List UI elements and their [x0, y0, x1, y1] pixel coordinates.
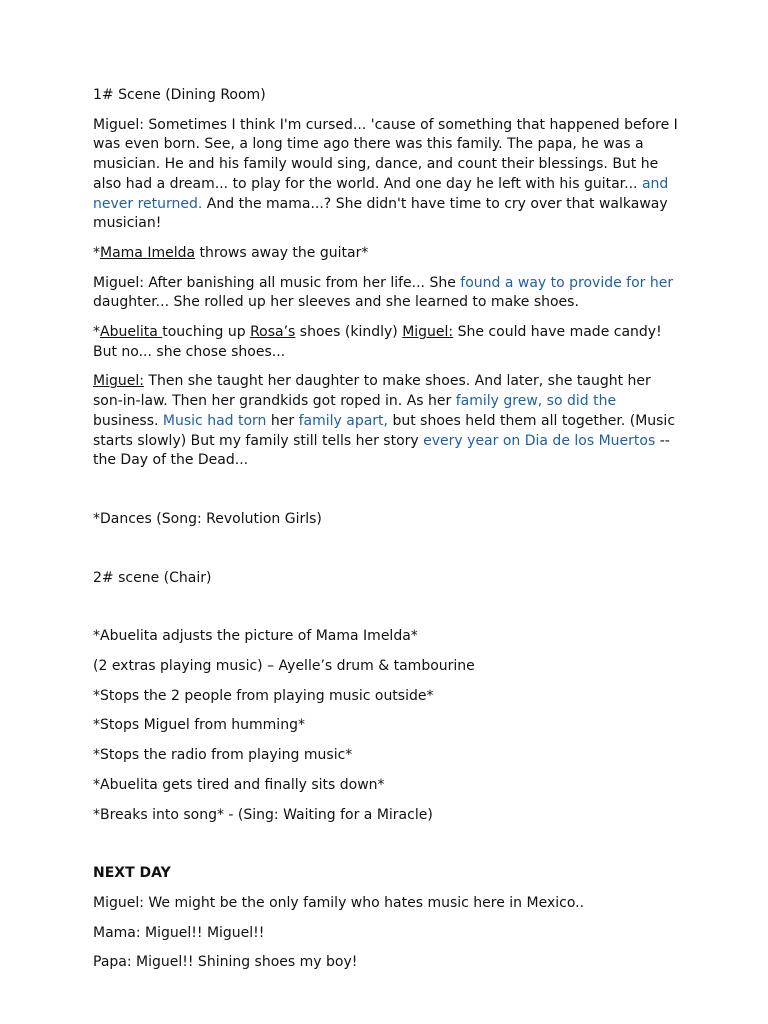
highlighted-text: Music had torn	[162, 412, 267, 429]
miguel-monologue-2	[93, 274, 678, 313]
monologue-3-text: business.	[93, 412, 163, 429]
highlighted-text: family apart,	[298, 412, 388, 429]
monologue-3-text: her	[266, 412, 299, 429]
monologue-3-text-end: -- the Day of the Dead...	[93, 432, 670, 469]
monologue-1-text: Miguel: Sometimes I think I'm cursed... 'cause of something that happened before I was even born. See, a long time ago there was this family. The papa, he was a musician. He and his family would sing, dance, and count their blessings. But he also had a dream... to play for the world. And one day he left with his guitar...	[93, 116, 678, 192]
miguel-monologue-1	[93, 116, 678, 234]
dances-direction: *Dances (Song: Revolution Girls)	[93, 510, 322, 527]
miguel-monologue-3	[93, 372, 678, 471]
highlighted-text: and never returned.	[93, 175, 669, 212]
character-name-abuelita: Abuelita	[100, 324, 163, 341]
scene2-line: *Abuelita gets tired and finally sits down*	[93, 776, 385, 793]
character-name-mama-imelda: Mama Imelda	[100, 244, 196, 261]
dialogue-line: Miguel: We might be the only family who hates music here in Mexico..	[93, 894, 585, 911]
scene2-line: *Stops the 2 people from playing music outside*	[93, 687, 434, 704]
scene2-line: *Breaks into song* - (Sing: Waiting for a Miracle)	[93, 806, 433, 823]
scene1-heading: 1# Scene (Dining Room)	[93, 87, 266, 103]
asterisk: *	[93, 244, 100, 261]
asterisk: *	[93, 324, 100, 341]
stage-direction-text: shoes (kindly)	[295, 324, 403, 341]
scene2-line: *Abuelita adjusts the picture of Mama Imelda*	[93, 628, 418, 645]
highlighted-text: every year on Dia de los Muertos	[423, 432, 656, 449]
monologue-2-text-end: daughter... She rolled up her sleeves and she learned to make shoes.	[93, 294, 579, 311]
monologue-3-text: but shoes held them all together. (Music starts slowly) But my family still tells her story	[93, 412, 676, 449]
character-name-rosa: Rosa’s	[250, 324, 296, 341]
speaker-miguel: Miguel:	[93, 373, 144, 390]
scene2-heading: 2# scene (Chair)	[93, 569, 212, 586]
scene2-line: *Stops Miguel from humming*	[93, 717, 305, 734]
highlighted-text: found a way to provide for her	[460, 274, 674, 291]
monologue-3-text: Then she taught her daughter to make shoes. And later, she taught her son-in-law. Then her grandkids got roped in. As her	[93, 373, 651, 410]
monologue-1-text-end: And the mama...? She didn't have time to cry over that walkaway musician!	[93, 195, 668, 232]
dialogue-text: She could have made candy! But no... she chose shoes...	[93, 324, 662, 360]
script-body	[93, 86, 678, 973]
stage-direction-text: throws away the guitar*	[195, 244, 369, 261]
highlighted-text: family grew, so did the	[455, 393, 617, 410]
speaker-miguel: Miguel:	[402, 324, 454, 341]
monologue-2-text: Miguel: After banishing all music from her life... She	[93, 274, 461, 291]
stage-direction-text: touching up	[162, 324, 251, 341]
scene2-line: (2 extras playing music) – Ayelle’s drum & tambourine	[93, 658, 475, 675]
stage-direction-abuelita	[93, 323, 678, 362]
scene2-line: *Stops the radio from playing music*	[93, 747, 353, 764]
next-day-heading: NEXT DAY	[93, 865, 171, 882]
dialogue-line: Papa: Miguel!! Shining shoes my boy!	[93, 954, 358, 971]
dialogue-line: Mama: Miguel!! Miguel!!	[93, 924, 265, 941]
stage-direction-guitar	[93, 244, 678, 264]
